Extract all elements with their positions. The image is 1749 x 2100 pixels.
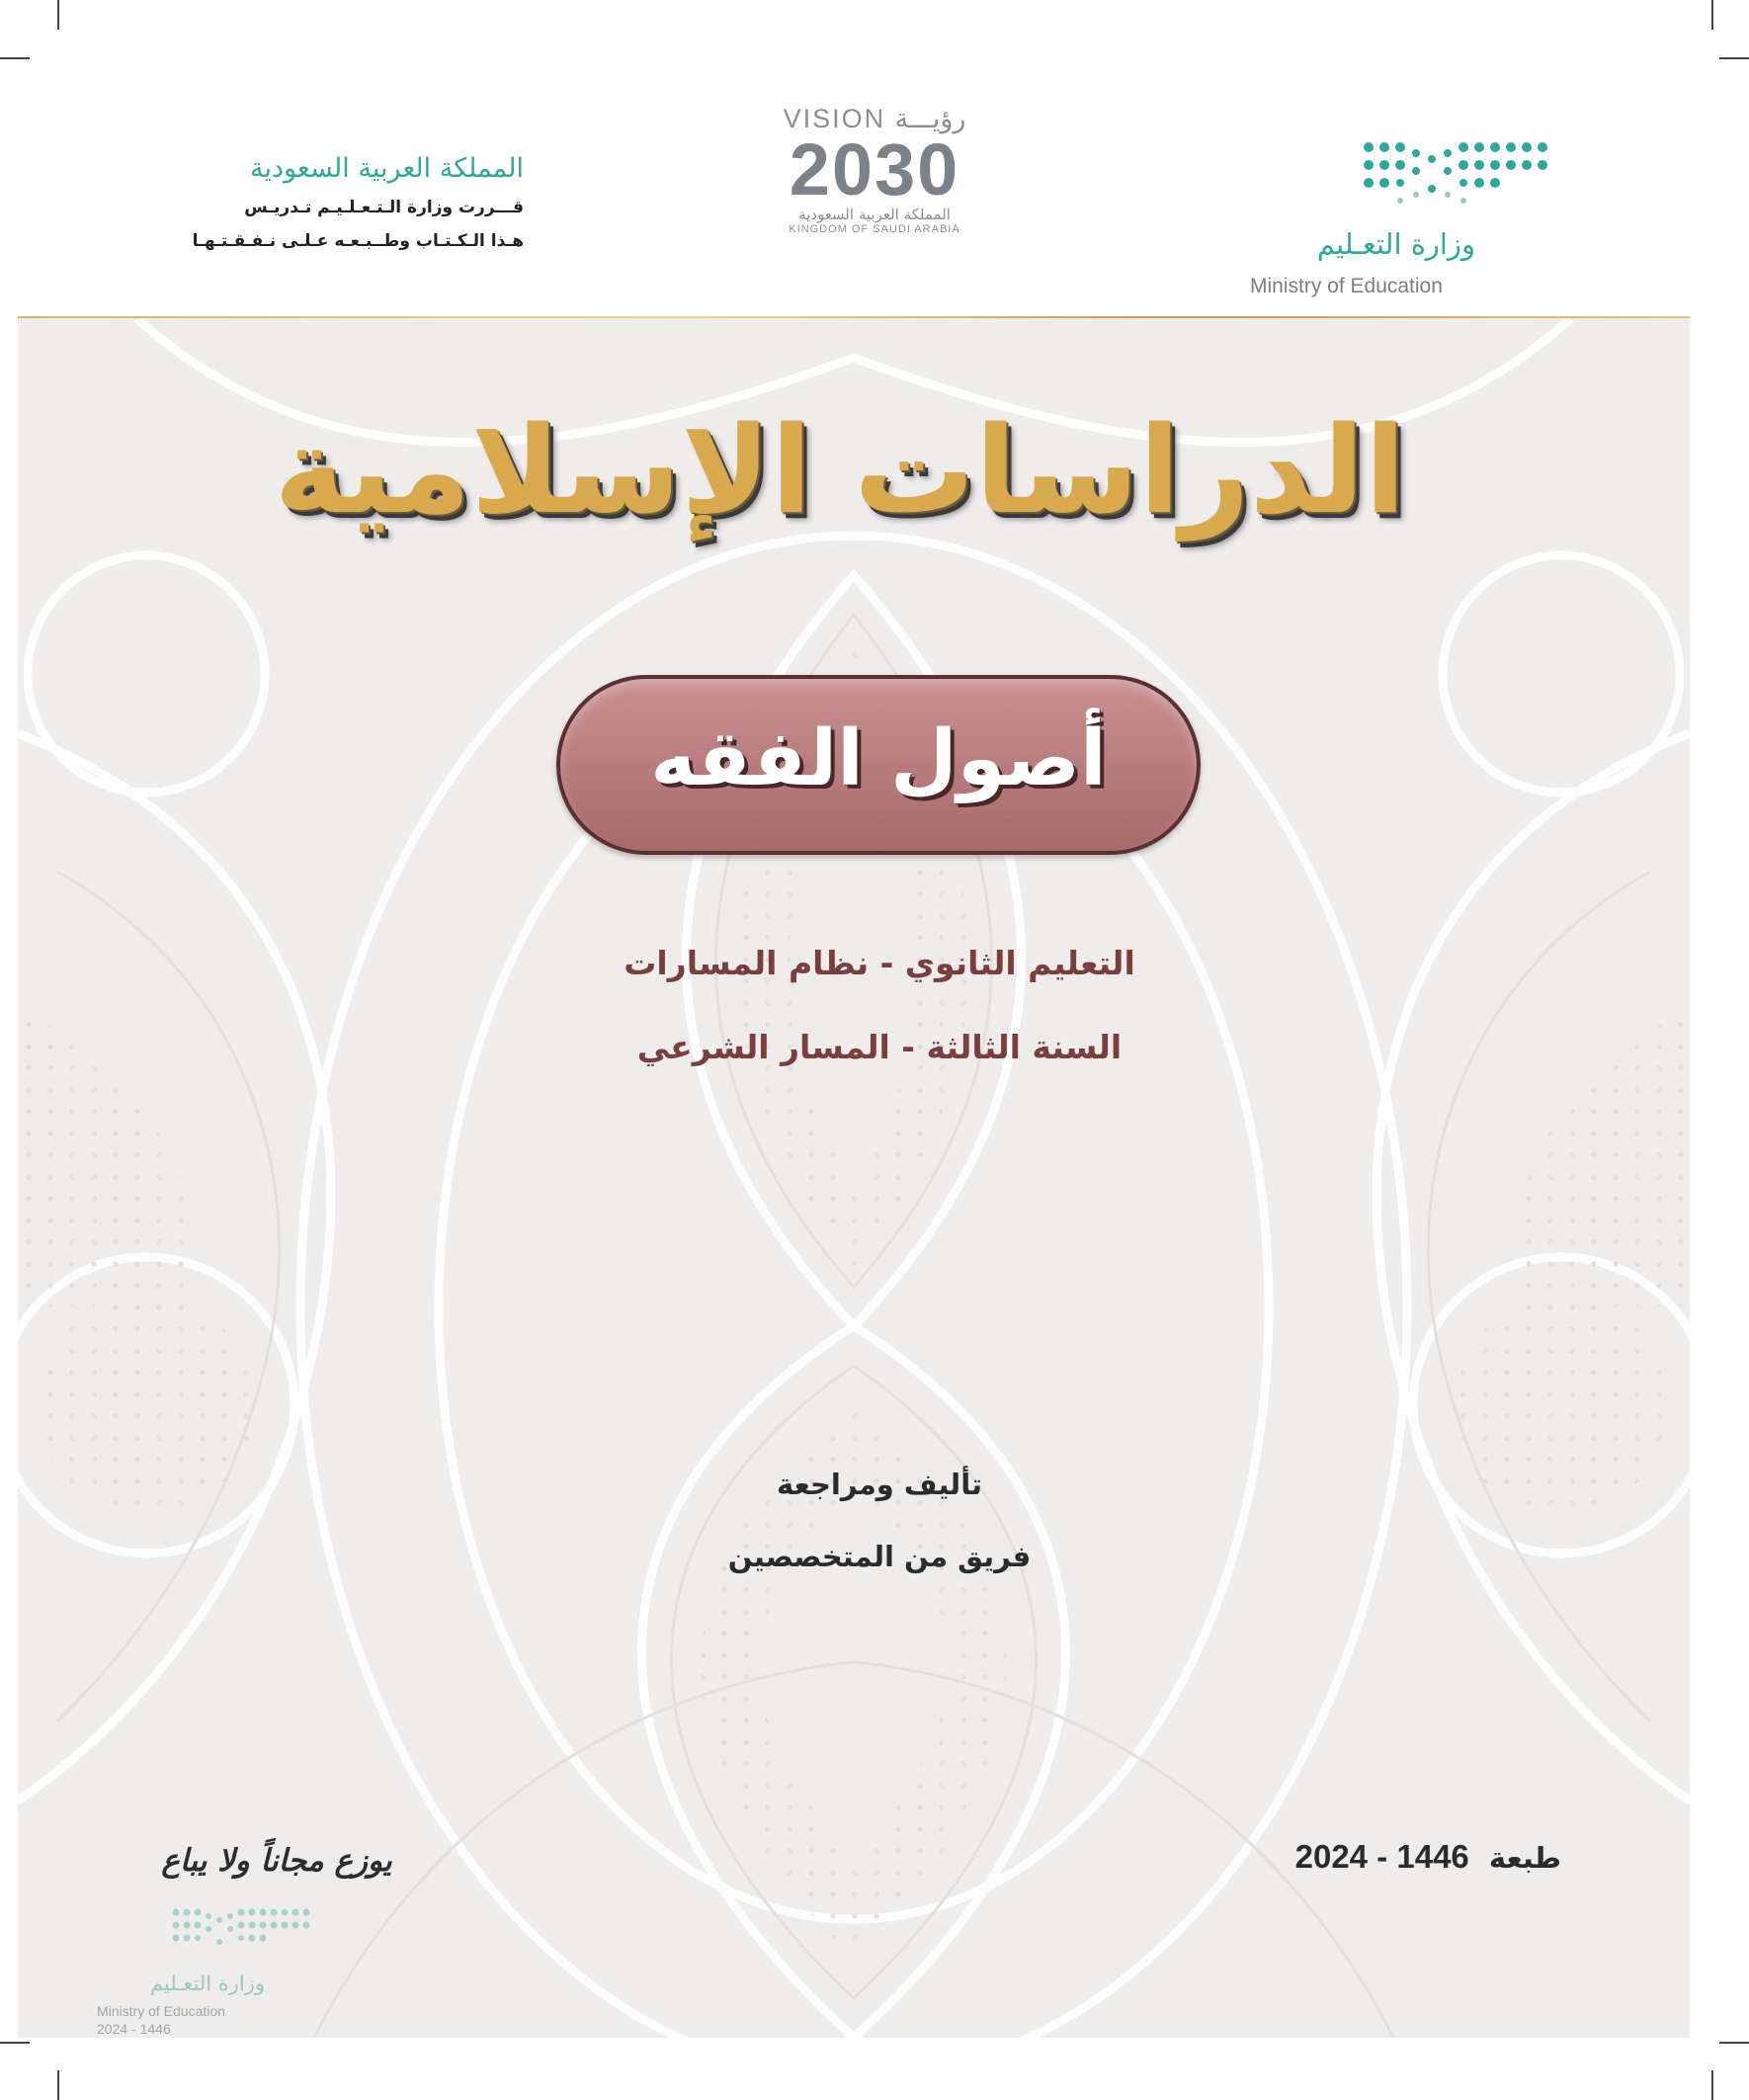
crop-mark (1711, 2070, 1713, 2100)
ministry-name-ar: وزارة التعـليم (1316, 227, 1475, 261)
book-title: أصول الفقه (650, 714, 1107, 803)
ministry-small-years: 2024 - 1446 (97, 2021, 171, 2037)
ornament-pattern-icon (18, 318, 1690, 2038)
book-title-badge (556, 675, 1201, 855)
ministry-small-name-en: Ministry of Education (97, 2003, 225, 2019)
ministry-small-name-ar: وزارة التعـليم (149, 1972, 265, 1995)
crop-mark (57, 2070, 59, 2100)
edition-years: 1446 - 2024 (1294, 1838, 1469, 1875)
credit-label: تأليف ومراجعة (777, 1468, 982, 1501)
printing-note-line: هـذا الـكـتـاب وطــبـعـه عـلـى نـفـقـتـهـا (192, 231, 524, 251)
year-track: السنة الثالثة - المسار الشرعي (636, 1028, 1123, 1066)
credit-value: فريق من المتخصصين (727, 1540, 1032, 1573)
vision-label-en: VISION (783, 104, 886, 133)
ministry-decision-line: قـــررت وزارة الـتـعـلـيـم تـدريـس (244, 198, 524, 217)
education-level: التعليم الثانوي - نظام المسارات (624, 944, 1135, 982)
crop-mark (57, 0, 59, 30)
crop-mark (0, 2042, 30, 2044)
ministry-dots-icon (166, 1902, 334, 1958)
crop-mark (1719, 2042, 1749, 2044)
edition-line (1245, 1838, 1561, 1876)
vision-year: 2030 (789, 128, 960, 210)
ksa-header-block (158, 153, 524, 251)
vision-label-ar: رؤيـــة (894, 104, 966, 134)
series-title: الدراسات الإسلامية (274, 400, 1406, 541)
edition-label: طبعة (1488, 1841, 1561, 1875)
crop-mark (0, 57, 30, 59)
crop-mark (1711, 0, 1713, 30)
ministry-dots-icon (1250, 133, 1576, 212)
ministry-name-en: Ministry of Education (1250, 275, 1443, 297)
crop-mark (1719, 57, 1749, 59)
kingdom-title: المملكة العربية السعودية (249, 153, 524, 184)
vision-2030-logo (761, 104, 988, 235)
vision-country-ar: المملكة العربية السعودية (798, 206, 951, 223)
free-distribution-note: يوزع مجاناً ولا يباع (161, 1843, 392, 1879)
cover-background (18, 318, 1690, 2038)
vision-country-en: KINGDOM OF SAUDI ARABIA (789, 223, 960, 235)
